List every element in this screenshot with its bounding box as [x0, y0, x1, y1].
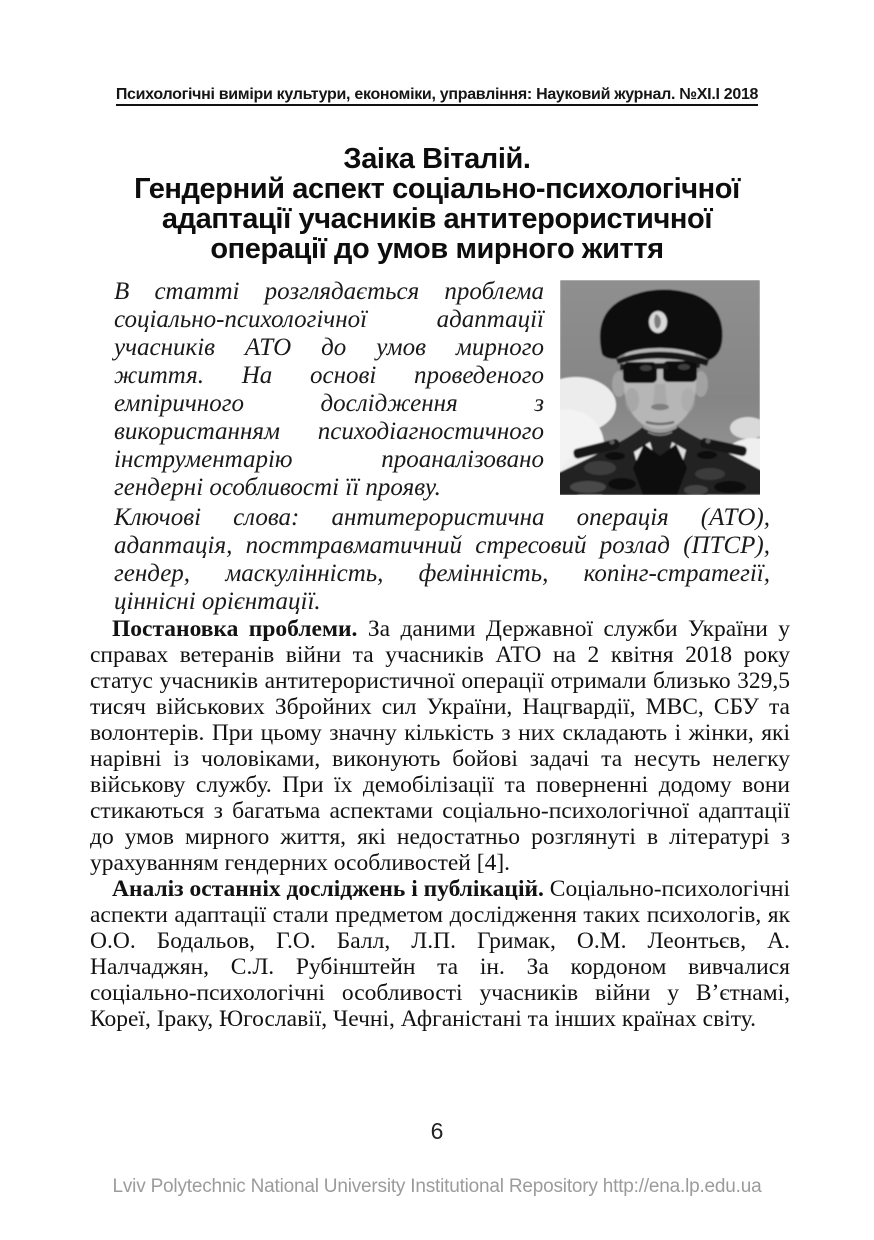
article-author: Заіка Віталій.	[343, 143, 531, 175]
sunglasses-left-lens	[623, 362, 657, 383]
article-title-line: операції до умов мирного життя	[210, 233, 664, 265]
article-title	[40, 144, 834, 264]
journal-header-text: Психологічні виміри культури, економіки, управління: Науковий журнал. №ХІ.І 2018	[116, 86, 758, 106]
keywords-label: Ключові слова:	[114, 504, 300, 531]
paragraph-lead: Постановка проблеми.	[112, 616, 358, 642]
author-portrait-photo	[560, 280, 760, 495]
paragraph-text: Соціально-психологічні аспекти адаптації стали предметом дослідження таких психологів, як О.О. Бодальов, Г.О. Балл, Л.П. Гримак, О.М. Леонтьєв, А. Налчаджян, С.Л. Рубінштейн та ін. За кордоном вивчалися соціально-психологічні особливості учасників війни у В’єтнамі, Кореї, Іраку, Югославії, Чечні, Афганістані та інших країнах світу.	[90, 876, 790, 1032]
page-number: 6	[430, 1118, 444, 1144]
keywords-paragraph	[114, 504, 770, 616]
paragraph-problem-statement	[90, 616, 790, 876]
sunglasses-right-lens	[663, 361, 697, 382]
article-body	[90, 616, 790, 1032]
abstract-text: В статті розглядається проблема соціально-психологічної адаптації учасників АТО до умов мирного життя. На основі проведеного емпіричного дослідження з використанням психодіагностичного інструментарію проаналізовано гендерні особливості її прояву.	[114, 278, 544, 501]
keywords-text: антитерористична операція (АТО), адаптація, посттравматичний стресовий розлад (ПТСР), гендер, маскулінність, фемінність, копінг-стратегії, ціннісні орієнтації.	[114, 504, 770, 615]
article-title-line: адаптації учасників антитерористичної	[161, 203, 713, 235]
abstract-section	[114, 278, 760, 502]
journal-header	[0, 86, 874, 104]
paragraph-lead: Аналіз останніх досліджень і публікацій.	[112, 876, 544, 902]
nose	[653, 384, 667, 407]
article-title-line: Гендерний аспект соціально-психологічної	[134, 173, 740, 205]
paragraph-analysis	[90, 876, 790, 1032]
repository-watermark: Lviv Polytechnic National University Institutional Repository http://ena.lp.edu.ua	[112, 1176, 762, 1197]
paragraph-text: За даними Державної служби України у справах ветеранів війни та учасників АТО на 2 квітня 2018 року статус учасників антитерористичної операції отримали близько 329,5 тисяч військових Збройних сил України, Нацгвардії, МВС, СБУ та волонтерів. При цьому значну кількість з них складають і жінки, які нарівні із чоловіками, виконують бойові задачі та несуть нелегку військову службу. При їх демобілізації та поверненні додому вони стикаються з багатьма аспектами соціально-психологічної адаптації до умов мирного життя, які недостатньо розглянуті в літературі з урахуванням гендерних особливостей [4].	[90, 616, 791, 876]
